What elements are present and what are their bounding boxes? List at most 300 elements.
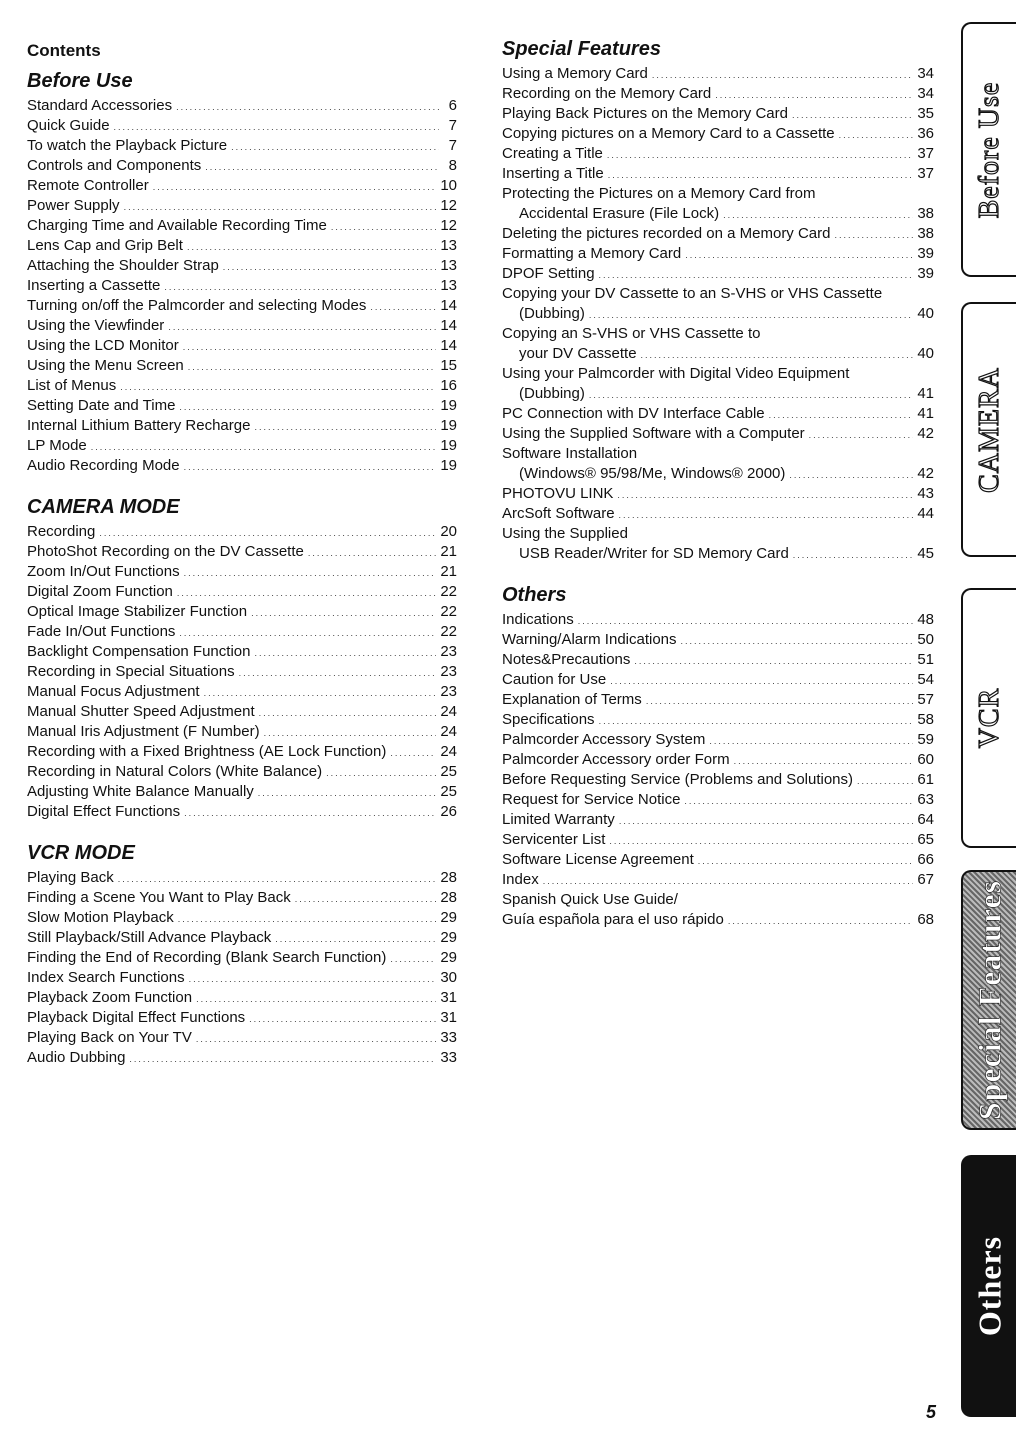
- toc-entry[interactable]: [27, 888, 457, 908]
- toc-page-number: 51: [917, 651, 934, 668]
- toc-page-number: 23: [440, 643, 457, 660]
- toc-page-number: 39: [917, 245, 934, 262]
- toc-page-number: 14: [440, 317, 457, 334]
- dot-leader: [589, 305, 913, 324]
- dot-leader: [685, 245, 913, 264]
- toc-page-number: 44: [917, 505, 934, 522]
- toc-page-number: 13: [440, 277, 457, 294]
- dot-leader: [184, 803, 436, 822]
- toc-entry[interactable]: [502, 304, 934, 324]
- toc-entry-text: Inserting a Title: [502, 165, 604, 182]
- toc-entry[interactable]: [502, 690, 934, 710]
- toc-page-number: 13: [440, 237, 457, 254]
- toc-entry-text: Indications: [502, 611, 574, 628]
- toc-page-number: 12: [440, 217, 457, 234]
- toc-entry-text: DPOF Setting: [502, 265, 595, 282]
- toc-entry-text: Finding the End of Recording (Blank Search Function): [27, 949, 387, 966]
- section-title: VCR MODE: [27, 842, 135, 864]
- toc-entry-text: Guía española para el uso rápido: [502, 911, 724, 928]
- toc-page-number: 60: [917, 751, 934, 768]
- dot-leader: [370, 297, 436, 316]
- toc-page-number: 7: [448, 117, 457, 134]
- toc-entry-text: Manual Shutter Speed Adjustment: [27, 703, 255, 720]
- toc-entry-text: Recording: [27, 523, 96, 540]
- toc-entry[interactable]: [27, 436, 457, 456]
- toc-entry[interactable]: [27, 316, 457, 336]
- toc-page-number: 68: [917, 911, 934, 928]
- dot-leader: [652, 65, 913, 84]
- toc-page-number: 67: [917, 871, 934, 888]
- dot-leader: [189, 969, 437, 988]
- dot-leader: [275, 929, 436, 948]
- dot-leader: [178, 909, 437, 928]
- toc-page-number: 26: [440, 803, 457, 820]
- toc-page-number: 21: [440, 543, 457, 560]
- toc-entry-text: Using the Supplied Software with a Computer: [502, 425, 805, 442]
- dot-leader: [698, 851, 914, 870]
- dot-leader: [607, 145, 913, 164]
- toc-entry[interactable]: [502, 504, 934, 524]
- toc-page-number: 15: [440, 357, 457, 374]
- toc-entry-text: Copying an S-VHS or VHS Cassette to: [502, 325, 761, 342]
- toc-entry-text: Using the Supplied: [502, 525, 628, 542]
- toc-entry[interactable]: [502, 770, 934, 790]
- toc-page-number: 24: [440, 723, 457, 740]
- dot-leader: [599, 711, 914, 730]
- dot-leader: [164, 277, 436, 296]
- section-title: CAMERA MODE: [27, 496, 180, 518]
- entry-list: [27, 522, 457, 822]
- toc-entry[interactable]: [27, 582, 457, 602]
- dot-leader: [259, 703, 437, 722]
- toc-entry[interactable]: [502, 144, 934, 164]
- toc-page-number: 57: [917, 691, 934, 708]
- toc-entry-text: Specifications: [502, 711, 595, 728]
- dot-leader: [91, 437, 437, 456]
- toc-page-number: 64: [917, 811, 934, 828]
- toc-page-number: 13: [440, 257, 457, 274]
- toc-page-number: 6: [448, 97, 457, 114]
- toc-page-number: 54: [917, 671, 934, 688]
- left-column: [27, 40, 457, 1086]
- tab-others[interactable]: [961, 1155, 1016, 1417]
- toc-page-number: 21: [440, 563, 457, 580]
- toc-entry[interactable]: [27, 662, 457, 682]
- toc-entry[interactable]: [27, 522, 457, 542]
- entry-list: [502, 64, 934, 564]
- toc-entry[interactable]: [502, 424, 934, 444]
- toc-entry[interactable]: [502, 710, 934, 730]
- toc-page-number: 45: [917, 545, 934, 562]
- toc-entry-text: PC Connection with DV Interface Cable: [502, 405, 765, 422]
- dot-leader: [308, 543, 436, 562]
- toc-entry[interactable]: [502, 790, 934, 810]
- dot-leader: [187, 237, 436, 256]
- dot-leader: [239, 663, 437, 682]
- toc-entry-text: Using the Menu Screen: [27, 357, 184, 374]
- dot-leader: [728, 911, 913, 930]
- toc-page-number: 40: [917, 305, 934, 322]
- dot-leader: [258, 783, 437, 802]
- toc-entry-text: Recording on the Memory Card: [502, 85, 712, 102]
- toc-entry[interactable]: [502, 870, 934, 890]
- dot-leader: [183, 337, 437, 356]
- dot-leader: [769, 405, 914, 424]
- dot-leader: [204, 683, 437, 702]
- toc-entry[interactable]: [502, 164, 934, 184]
- toc-entry-text: Limited Warranty: [502, 811, 615, 828]
- toc-entry-text: Index: [502, 871, 539, 888]
- toc-page-number: 36: [917, 125, 934, 142]
- toc-page-number: 24: [440, 703, 457, 720]
- toc-entry[interactable]: [27, 782, 457, 802]
- toc-entry-text: Manual Focus Adjustment: [27, 683, 200, 700]
- toc-entry[interactable]: [27, 236, 457, 256]
- toc-entry[interactable]: [502, 344, 934, 364]
- toc-entry[interactable]: [27, 376, 457, 396]
- toc-entry-text: Deleting the pictures recorded on a Memory Card: [502, 225, 831, 242]
- contents-heading: Contents: [27, 41, 101, 60]
- toc-page-number: 14: [440, 297, 457, 314]
- toc-entry-text: Audio Recording Mode: [27, 457, 180, 474]
- dot-leader: [153, 177, 437, 196]
- toc-entry-text: Protecting the Pictures on a Memory Card from: [502, 185, 816, 202]
- toc-entry[interactable]: [27, 136, 457, 156]
- toc-entry-text: Fade In/Out Functions: [27, 623, 176, 640]
- entry-list: [502, 610, 934, 930]
- toc-entry-text: Playing Back: [27, 869, 114, 886]
- toc-entry[interactable]: [27, 742, 457, 762]
- dot-leader: [179, 397, 436, 416]
- dot-leader: [114, 117, 439, 136]
- toc-page-number: 29: [440, 949, 457, 966]
- dot-leader: [177, 583, 436, 602]
- toc-entry[interactable]: [27, 216, 457, 236]
- tab-vcr[interactable]: [961, 588, 1016, 848]
- toc-entry-text: Formatting a Memory Card: [502, 245, 682, 262]
- dot-leader: [205, 157, 439, 176]
- toc-page-number: 29: [440, 929, 457, 946]
- toc-entry[interactable]: [27, 296, 457, 316]
- section-camera-mode: [27, 494, 457, 822]
- dot-leader: [120, 377, 436, 396]
- toc-entry-text: Inserting a Cassette: [27, 277, 161, 294]
- toc-entry-text: Accidental Erasure (File Lock): [519, 205, 720, 222]
- dot-leader: [118, 869, 437, 888]
- toc-entry-text: PHOTOVU LINK: [502, 485, 614, 502]
- toc-entry-text: Using your Palmcorder with Digital Video Equipment: [502, 365, 850, 382]
- toc-entry[interactable]: [502, 610, 934, 630]
- section-title: Before Use: [27, 70, 133, 92]
- dot-leader: [684, 791, 913, 810]
- dot-leader: [264, 723, 437, 742]
- toc-entry-text: your DV Cassette: [519, 345, 637, 362]
- toc-entry[interactable]: [502, 484, 934, 504]
- toc-entry-text: Playback Zoom Function: [27, 989, 193, 1006]
- toc-entry-text: (Windows® 95/98/Me, Windows® 2000): [519, 465, 786, 482]
- toc-page-number: 41: [917, 405, 934, 422]
- dot-leader: [168, 317, 436, 336]
- entry-list: [27, 868, 457, 1068]
- toc-entry[interactable]: [27, 256, 457, 276]
- toc-page-number: 41: [917, 385, 934, 402]
- toc-entry[interactable]: [27, 542, 457, 562]
- toc-entry-text: To watch the Playback Picture: [27, 137, 228, 154]
- toc-entry[interactable]: [27, 868, 457, 888]
- toc-entry[interactable]: [502, 544, 934, 564]
- toc-entry[interactable]: [27, 642, 457, 662]
- toc-entry[interactable]: [502, 850, 934, 870]
- toc-entry[interactable]: [27, 602, 457, 622]
- toc-entry[interactable]: [502, 750, 934, 770]
- toc-entry-text: Request for Service Notice: [502, 791, 681, 808]
- dot-leader: [723, 205, 913, 224]
- dot-leader: [809, 425, 914, 444]
- section-title: Special Features: [502, 38, 661, 60]
- toc-entry-text: Still Playback/Still Advance Playback: [27, 929, 272, 946]
- dot-leader: [857, 771, 913, 790]
- tab-special-features[interactable]: [961, 870, 1016, 1130]
- dot-leader: [793, 545, 914, 564]
- dot-leader: [792, 105, 913, 124]
- toc-page-number: 10: [440, 177, 457, 194]
- toc-entry-text: Setting Date and Time: [27, 397, 176, 414]
- toc-entry-text: Standard Accessories: [27, 97, 173, 114]
- toc-page-number: 22: [440, 583, 457, 600]
- toc-entry[interactable]: [27, 396, 457, 416]
- toc-entry[interactable]: [502, 404, 934, 424]
- toc-entry[interactable]: [27, 116, 457, 136]
- dot-leader: [709, 731, 913, 750]
- toc-page-number: 34: [917, 85, 934, 102]
- toc-entry-text: Quick Guide: [27, 117, 110, 134]
- toc-page-number: 31: [440, 1009, 457, 1026]
- toc-entry-text: Software Installation: [502, 445, 638, 462]
- tab-label: Before Use: [973, 81, 1005, 218]
- toc-entry-text: USB Reader/Writer for SD Memory Card: [519, 545, 789, 562]
- toc-page-number: 66: [917, 851, 934, 868]
- toc-page-number: 63: [917, 791, 934, 808]
- dot-leader: [543, 871, 914, 890]
- toc-entry-text: Remote Controller: [27, 177, 149, 194]
- toc-entry-text: Backlight Compensation Function: [27, 643, 251, 660]
- toc-entry[interactable]: [27, 1048, 457, 1068]
- toc-page-number: 34: [917, 65, 934, 82]
- toc-entry[interactable]: [27, 416, 457, 436]
- toc-entry[interactable]: [502, 464, 934, 484]
- toc-entry[interactable]: [502, 730, 934, 750]
- tab-label: VCR: [973, 687, 1005, 749]
- toc-entry[interactable]: [502, 244, 934, 264]
- toc-page-number: 12: [440, 197, 457, 214]
- toc-entry[interactable]: [27, 722, 457, 742]
- toc-entry-text: Palmcorder Accessory order Form: [502, 751, 730, 768]
- toc-entry[interactable]: [27, 762, 457, 782]
- toc-page-number: 19: [440, 437, 457, 454]
- dot-leader: [617, 485, 913, 504]
- dot-leader: [254, 643, 436, 662]
- toc-entry-text: Copying your DV Cassette to an S-VHS or VHS Cassette: [502, 285, 883, 302]
- toc-entry-text: Zoom In/Out Functions: [27, 563, 180, 580]
- toc-entry[interactable]: [502, 124, 934, 144]
- toc-entry[interactable]: [502, 84, 934, 104]
- toc-page-number: 40: [917, 345, 934, 362]
- toc-entry[interactable]: [502, 910, 934, 930]
- toc-page-number: 23: [440, 663, 457, 680]
- toc-entry-text: Internal Lithium Battery Recharge: [27, 417, 251, 434]
- toc-page-number: 16: [440, 377, 457, 394]
- toc-entry[interactable]: [27, 1008, 457, 1028]
- toc-entry[interactable]: [27, 988, 457, 1008]
- toc-page-number: 19: [440, 397, 457, 414]
- dot-leader: [789, 465, 913, 484]
- dot-leader: [184, 457, 437, 476]
- dot-leader: [634, 651, 913, 670]
- toc-entry-text: Playing Back on Your TV: [27, 1029, 192, 1046]
- toc-page-number: 48: [917, 611, 934, 628]
- toc-entry[interactable]: [502, 630, 934, 650]
- dot-leader: [331, 217, 436, 236]
- tab-label: Others: [971, 1235, 1007, 1337]
- toc-page-number: 23: [440, 683, 457, 700]
- dot-leader: [249, 1009, 436, 1028]
- toc-page-number: 8: [448, 157, 457, 174]
- toc-entry[interactable]: [27, 276, 457, 296]
- toc-entry[interactable]: [502, 384, 934, 404]
- toc-entry-text: Manual Iris Adjustment (F Number): [27, 723, 260, 740]
- toc-entry[interactable]: [27, 176, 457, 196]
- dot-leader: [610, 671, 913, 690]
- dot-leader: [619, 505, 914, 524]
- toc-entry-text: Caution for Use: [502, 671, 607, 688]
- toc-entry-text: Finding a Scene You Want to Play Back: [27, 889, 291, 906]
- section-others: [502, 582, 934, 930]
- toc-entry[interactable]: [27, 622, 457, 642]
- toc-page-number: 65: [917, 831, 934, 848]
- toc-entry-text: LP Mode: [27, 437, 87, 454]
- toc-entry[interactable]: [27, 802, 457, 822]
- toc-entry[interactable]: [502, 650, 934, 670]
- toc-entry-text: Controls and Components: [27, 157, 202, 174]
- toc-entry[interactable]: [502, 264, 934, 284]
- toc-entry-text: Software License Agreement: [502, 851, 694, 868]
- toc-entry[interactable]: [502, 104, 934, 124]
- dot-leader: [599, 265, 914, 284]
- toc-entry-text: Adjusting White Balance Manually: [27, 783, 254, 800]
- toc-page-number: 7: [448, 137, 457, 154]
- toc-entry-text: Using the LCD Monitor: [27, 337, 179, 354]
- toc-entry[interactable]: [502, 204, 934, 224]
- section-before-use: [27, 68, 457, 476]
- toc-entry-text: (Dubbing): [519, 305, 585, 322]
- entry-list: [27, 96, 457, 476]
- toc-page-number: 37: [917, 145, 934, 162]
- toc-entry[interactable]: [27, 356, 457, 376]
- tab-before-use[interactable]: [961, 22, 1016, 277]
- toc-entry-text: Digital Zoom Function: [27, 583, 173, 600]
- toc-entry[interactable]: [27, 702, 457, 722]
- toc-page-number: 28: [440, 889, 457, 906]
- toc-page-number: 31: [440, 989, 457, 1006]
- toc-entry-text: Creating a Title: [502, 145, 603, 162]
- toc-entry[interactable]: [27, 456, 457, 476]
- toc-entry-text: Recording with a Fixed Brightness (AE Lock Function): [27, 743, 387, 760]
- toc-page-number: 38: [917, 225, 934, 242]
- dot-leader: [715, 85, 913, 104]
- toc-entry-text: Recording in Natural Colors (White Balance): [27, 763, 323, 780]
- toc-page-number: 50: [917, 631, 934, 648]
- dot-leader: [839, 125, 914, 144]
- toc-entry[interactable]: [27, 682, 457, 702]
- toc-page-number: 38: [917, 205, 934, 222]
- toc-entry[interactable]: [502, 64, 934, 84]
- toc-entry[interactable]: [27, 908, 457, 928]
- toc-entry[interactable]: [27, 562, 457, 582]
- dot-leader: [681, 631, 914, 650]
- dot-leader: [99, 523, 436, 542]
- toc-entry[interactable]: [502, 670, 934, 690]
- tab-label: Special Features: [971, 879, 1007, 1121]
- toc-page-number: 37: [917, 165, 934, 182]
- dot-leader: [646, 691, 914, 710]
- toc-entry-text: Index Search Functions: [27, 969, 185, 986]
- toc-page-number: 19: [440, 417, 457, 434]
- toc-entry-text: Turning on/off the Palmcorder and selecting Modes: [27, 297, 367, 314]
- toc-entry-text: Playing Back Pictures on the Memory Card: [502, 105, 788, 122]
- toc-entry-text: Spanish Quick Use Guide/: [502, 891, 678, 908]
- toc-entry-text: Before Requesting Service (Problems and Solutions): [502, 771, 854, 788]
- toc-entry[interactable]: [27, 196, 457, 216]
- dot-leader: [295, 889, 437, 908]
- toc-entry[interactable]: [502, 810, 934, 830]
- toc-entry[interactable]: [27, 948, 457, 968]
- toc-page-number: 43: [917, 485, 934, 502]
- toc-page-number: 29: [440, 909, 457, 926]
- toc-entry-text: (Dubbing): [519, 385, 585, 402]
- toc-entry-text: Palmcorder Accessory System: [502, 731, 706, 748]
- dot-leader: [589, 385, 913, 404]
- toc-entry[interactable]: [502, 224, 934, 244]
- toc-entry[interactable]: [27, 336, 457, 356]
- toc-entry-text: List of Menus: [27, 377, 117, 394]
- toc-entry[interactable]: [27, 96, 457, 116]
- toc-entry[interactable]: [27, 156, 457, 176]
- dot-leader: [176, 97, 439, 116]
- toc-page-number: 14: [440, 337, 457, 354]
- tab-label: CAMERA: [973, 366, 1005, 493]
- toc-entry-text: Power Supply: [27, 197, 120, 214]
- toc-page-number: 30: [440, 969, 457, 986]
- toc-entry[interactable]: [27, 968, 457, 988]
- dot-leader: [326, 763, 436, 782]
- toc-entry[interactable]: [502, 830, 934, 850]
- toc-entry-text: Warning/Alarm Indications: [502, 631, 677, 648]
- dot-leader: [179, 623, 436, 642]
- toc-page-number: 24: [440, 743, 457, 760]
- tab-camera[interactable]: [961, 302, 1016, 557]
- toc-entry[interactable]: [27, 928, 457, 948]
- dot-leader: [184, 563, 437, 582]
- toc-entry-text: Explanation of Terms: [502, 691, 642, 708]
- dot-leader: [609, 831, 913, 850]
- dot-leader: [129, 1049, 436, 1068]
- section-title: Others: [502, 584, 567, 606]
- toc-entry-text: Charging Time and Available Recording Time: [27, 217, 327, 234]
- toc-entry[interactable]: [27, 1028, 457, 1048]
- toc-entry-text: Audio Dubbing: [27, 1049, 126, 1066]
- dot-leader: [196, 989, 436, 1008]
- toc-entry-text: PhotoShot Recording on the DV Cassette: [27, 543, 304, 560]
